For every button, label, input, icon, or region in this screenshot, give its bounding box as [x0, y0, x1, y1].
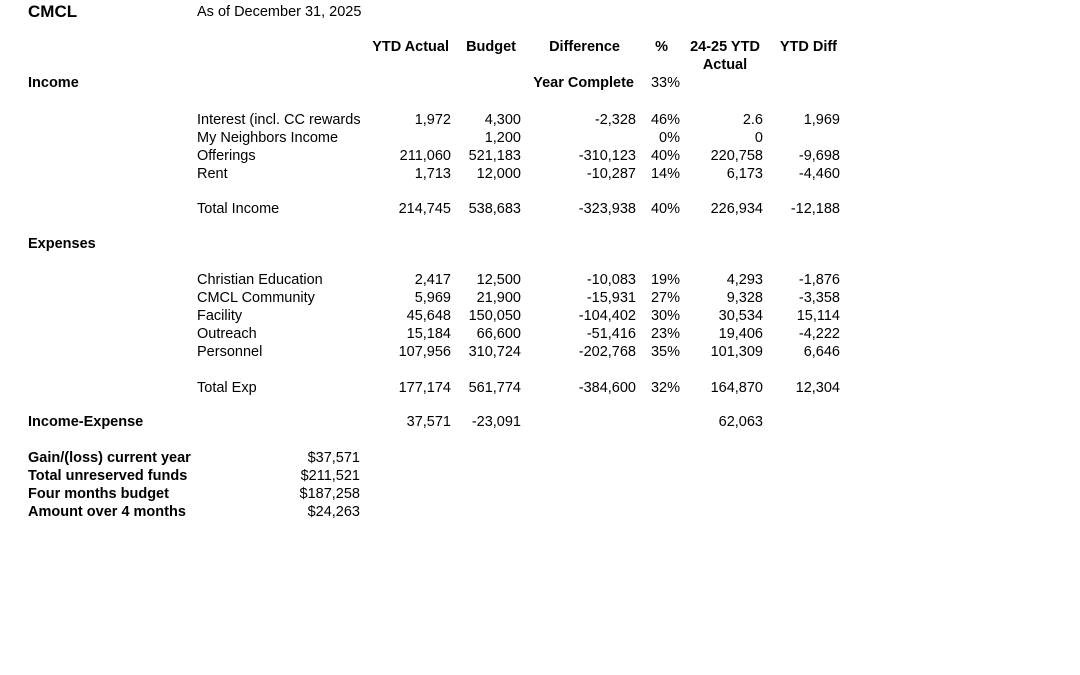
expense-row-ytd: 2,417	[414, 272, 451, 288]
income-total-ytd: 214,745	[398, 201, 451, 217]
income-expense-prior: 62,063	[718, 414, 763, 430]
income-row-prior: 0	[754, 130, 763, 146]
income-row-prior: 220,758	[710, 148, 763, 164]
income-row-name: Rent	[197, 166, 228, 182]
income-row-name: My Neighbors Income	[197, 130, 339, 146]
expense-row-name: CMCL Community	[197, 290, 315, 306]
income-total-prior: 226,934	[710, 201, 763, 217]
expense-row-diff: -202,768	[578, 344, 636, 360]
expense-row-pct: 23%	[650, 326, 680, 342]
income-total-name: Total Income	[197, 201, 280, 217]
expense-row-ytd-diff: -4,222	[798, 326, 840, 342]
income-expense-ytd: 37,571	[406, 414, 451, 430]
expense-row-prior: 101,309	[710, 344, 763, 360]
income-row-ytd: 1,972	[414, 112, 451, 128]
expense-row-ytd: 5,969	[414, 290, 451, 306]
income-row-budget: 12,000	[476, 166, 521, 182]
expense-row-ytd-diff: -1,876	[798, 272, 840, 288]
summary-value: $187,258	[299, 486, 360, 502]
expense-row-name: Outreach	[197, 326, 257, 342]
expense-row-diff: -10,083	[586, 272, 636, 288]
income-row-ytd-diff: -4,460	[798, 166, 840, 182]
summary-value: $211,521	[300, 468, 360, 484]
expense-row-name: Facility	[197, 308, 243, 324]
org-name: CMCL	[28, 2, 78, 21]
summary-label: Gain/(loss) current year	[28, 450, 191, 466]
expense-row-prior: 30,534	[718, 308, 763, 324]
expense-row-prior: 19,406	[718, 326, 763, 342]
income-row-budget: 1,200	[484, 130, 521, 146]
expense-row-ytd: 15,184	[406, 326, 451, 342]
summary-value: $37,571	[307, 450, 360, 466]
income-row-pct: 40%	[650, 148, 680, 164]
expense-total-budget: 561,774	[468, 380, 521, 396]
expense-row-budget: 150,050	[468, 308, 521, 324]
expense-row-diff: -15,931	[586, 290, 636, 306]
expense-total-name: Total Exp	[197, 380, 257, 396]
summary-label: Amount over 4 months	[28, 504, 186, 520]
col-header-prior-ytd: 24-25 YTD	[690, 39, 760, 55]
expense-row-budget: 66,600	[476, 326, 521, 342]
expense-row-prior: 9,328	[726, 290, 763, 306]
expense-total-ytd: 177,174	[398, 380, 451, 396]
as-of-date: As of December 31, 2025	[197, 4, 362, 20]
income-row-ytd: 211,060	[399, 148, 451, 164]
income-row-name: Offerings	[197, 148, 256, 164]
income-row-prior: 6,173	[726, 166, 763, 182]
income-row-pct: 14%	[650, 166, 680, 182]
income-row-ytd: 1,713	[414, 166, 451, 182]
expenses-section-label: Expenses	[28, 236, 96, 252]
year-complete-value: 33%	[650, 75, 680, 91]
income-row-budget: 521,183	[468, 148, 521, 164]
expense-total-pct: 32%	[650, 380, 680, 396]
income-row-name: Interest (incl. CC rewards	[197, 112, 361, 128]
income-total-pct: 40%	[650, 201, 680, 217]
col-header-budget: Budget	[466, 39, 516, 55]
income-total-ytd-diff: -12,188	[790, 201, 840, 217]
income-row-pct: 46%	[650, 112, 680, 128]
expense-row-name: Personnel	[197, 344, 263, 360]
expense-row-diff: -104,402	[578, 308, 636, 324]
expense-row-ytd-diff: 15,114	[796, 308, 840, 324]
income-row-diff: -10,287	[586, 166, 636, 182]
expense-row-pct: 35%	[650, 344, 680, 360]
income-section-label: Income	[28, 75, 79, 91]
summary-label: Four months budget	[28, 486, 169, 502]
summary-label: Total unreserved funds	[28, 468, 188, 484]
expense-row-budget: 310,724	[468, 344, 521, 360]
expense-row-prior: 4,293	[726, 272, 763, 288]
income-row-diff: -310,123	[578, 148, 636, 164]
income-row-ytd-diff: -9,698	[798, 148, 840, 164]
expense-row-budget: 12,500	[476, 272, 521, 288]
income-row-budget: 4,300	[484, 112, 521, 128]
expense-row-budget: 21,900	[476, 290, 521, 306]
expense-row-pct: 19%	[650, 272, 680, 288]
expense-total-diff: -384,600	[578, 380, 636, 396]
summary-value: $24,263	[307, 504, 360, 520]
income-total-diff: -323,938	[578, 201, 636, 217]
income-row-prior: 2.6	[742, 112, 763, 128]
income-expense-label: Income-Expense	[28, 414, 144, 430]
expense-row-ytd: 107,956	[398, 344, 451, 360]
col-header-ytd-actual: YTD Actual	[372, 39, 449, 55]
income-expense-budget: -23,091	[471, 414, 521, 430]
year-complete-label: Year Complete	[533, 75, 634, 91]
income-total-budget: 538,683	[468, 201, 521, 217]
expense-total-prior: 164,870	[710, 380, 763, 396]
income-row-ytd-diff: 1,969	[803, 112, 840, 128]
expense-row-ytd-diff: 6,646	[803, 344, 840, 360]
expense-row-diff: -51,416	[586, 326, 636, 342]
expense-row-ytd: 45,648	[406, 308, 451, 324]
income-row-pct: 0%	[659, 130, 680, 146]
col-header-ytd-diff: YTD Diff	[779, 39, 837, 55]
col-header-pct: %	[655, 39, 668, 55]
income-row-diff: -2,328	[594, 112, 636, 128]
expense-total-ytd-diff: 12,304	[795, 380, 840, 396]
col-header-difference: Difference	[549, 39, 620, 55]
col-header-prior-ytd-actual: Actual	[702, 57, 748, 73]
expense-row-name: Christian Education	[197, 272, 323, 288]
expense-row-pct: 30%	[650, 308, 680, 324]
expense-row-pct: 27%	[650, 290, 680, 306]
expense-row-ytd-diff: -3,358	[798, 290, 840, 306]
